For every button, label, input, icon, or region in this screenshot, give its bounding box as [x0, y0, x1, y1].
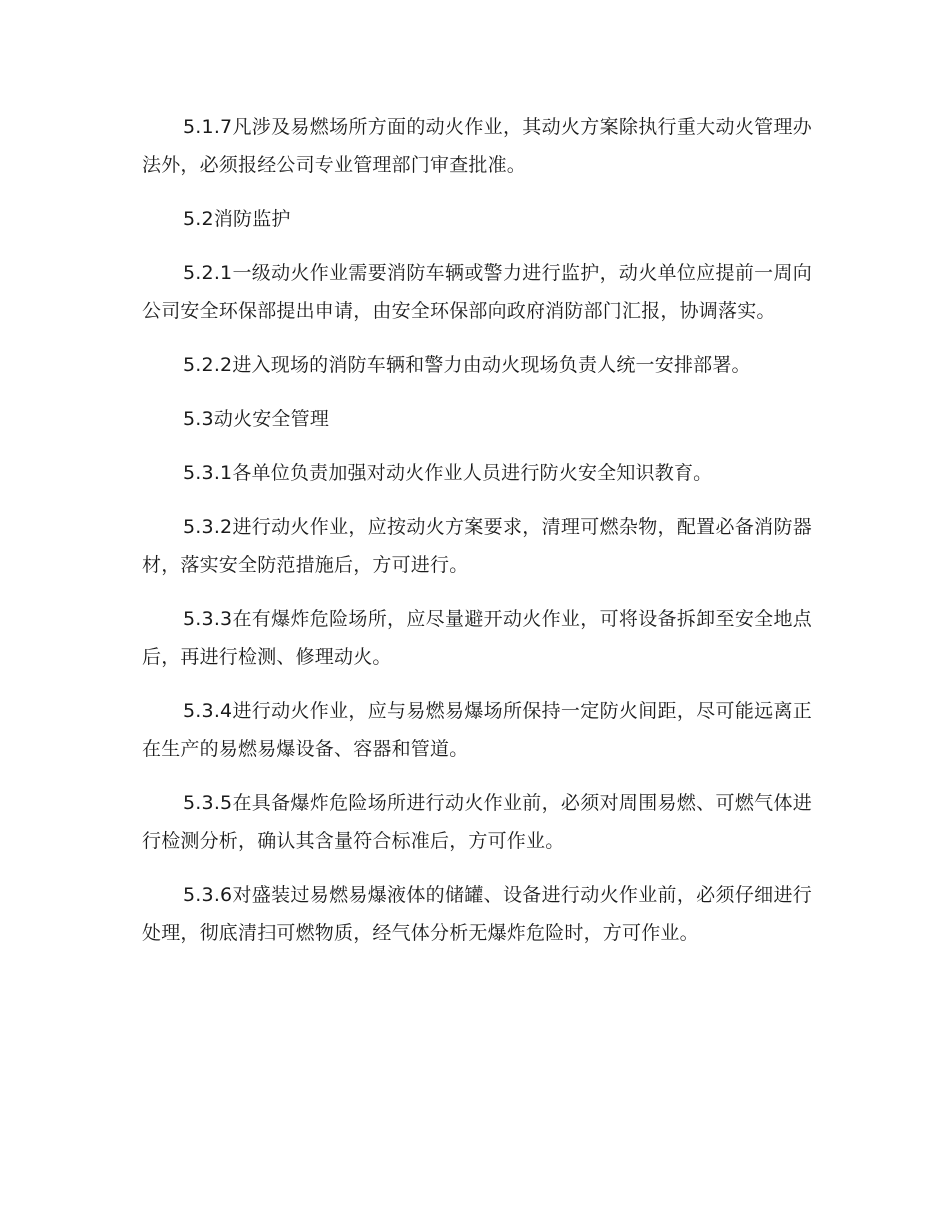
paragraph-5-3-6: 5.3.6对盛装过易燃易爆液体的储罐、设备进行动火作业前，必须仔细进行处理，彻底清扫可燃物质，经气体分析无爆炸危险时，方可作业。 [142, 884, 812, 944]
paragraph-5-1-7: 5.1.7凡涉及易燃场所方面的动火作业，其动火方案除执行重大动火管理办法外，必须报经公司专业管理部门审查批准。 [142, 116, 812, 176]
paragraph-5-3-3: 5.3.3在有爆炸危险场所，应尽量避开动火作业，可将设备拆卸至安全地点后，再进行检测、修理动火。 [142, 608, 812, 668]
paragraph-5-3-4: 5.3.4进行动火作业，应与易燃易爆场所保持一定防火间距，尽可能远离正在生产的易燃易爆设备、容器和管道。 [142, 700, 812, 760]
document-body [142, 108, 812, 968]
paragraph-5-3-2: 5.3.2进行动火作业，应按动火方案要求，清理可燃杂物，配置必备消防器材，落实安全防范措施后，方可进行。 [142, 516, 812, 576]
paragraph-5-3-5: 5.3.5在具备爆炸危险场所进行动火作业前，必须对周围易燃、可燃气体进行检测分析，确认其含量符合标准后，方可作业。 [142, 792, 812, 852]
paragraph-5-2-2: 5.2.2进入现场的消防车辆和警力由动火现场负责人统一安排部署。 [183, 354, 751, 376]
section-heading-5-2: 5.2消防监护 [183, 208, 291, 230]
paragraph-5-2-1: 5.2.1一级动火作业需要消防车辆或警力进行监护，动火单位应提前一周向公司安全环保部提出申请，由安全环保部向政府消防部门汇报，协调落实。 [142, 262, 812, 322]
section-heading-5-3: 5.3动火安全管理 [183, 408, 330, 430]
paragraph-5-3-1: 5.3.1各单位负责加强对动火作业人员进行防火安全知识教育。 [183, 462, 713, 484]
